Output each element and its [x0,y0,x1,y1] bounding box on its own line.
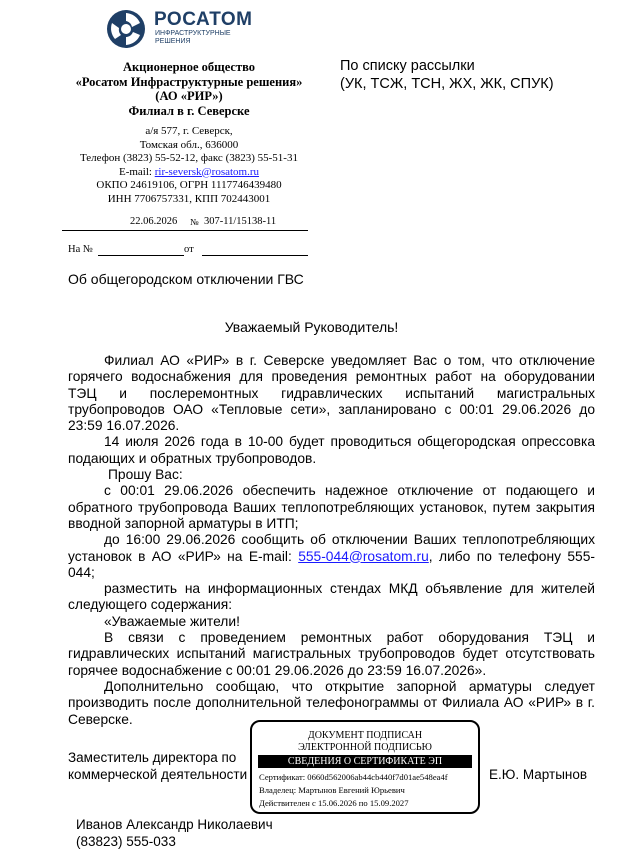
stamp-certificate: Сертификат: 0660d562006ab44cb440f7d01ae548ea4f [259,772,448,782]
paragraph: до 16:00 29.06.2026 сообщить об отключении Ваших теплопотребляющих установок в АО «РИР» на E-mail: 555-044@rosatom.ru, либо по телефону 555-044; [68,532,595,580]
organization-address: а/я 577, г. Северск, Томская обл., 636000 Телефон (3823) 55-52-12, факс (3823) 55-51-31 E-mail: rir-seversk@rosatom.ru ОКПО 24619106, ОГРН 1117746439480 ИНН 7706757331, КПП 702443001 [80,125,298,205]
paragraph: В связи с проведением ремонтных работ оборудования ТЭЦ и гидравлических испытаний магистральных трубопроводов будет отсутствовать горячее водоснабжение с 00:01 29.06.2026 до 23:59 16.07.2026». [68,630,595,678]
executor-name: Иванов Александр Николаевич [76,817,273,832]
executor-phone: (83823) 555-033 [76,834,176,849]
electronic-signature-stamp [250,720,480,814]
organization-name: Акционерное общество «Росатом Инфраструктурные решения» (АО «РИР») Филиал в г. Северске [75,60,303,118]
stamp-validity: Действителен с 15.06.2026 по 15.09.2027 [259,798,409,808]
stamp-owner: Владелец: Мартынов Евгений Юрьевич [259,785,405,795]
paragraph: с 00:01 29.06.2026 обеспечить надежное отключение от подающего и обратного трубопровода Ваших теплопотребляющих установок, путем закрытия вводной запорной арматуры в ИТП; [68,483,595,531]
greeting: Уважаемый Руководитель! [224,319,399,335]
brand-subtitle: ИНФРАСТРУКТУРНЫЕ РЕШЕНИЯ [155,30,231,45]
number-sign: № [190,217,199,227]
brand-name: РОСАТОМ [154,9,253,30]
org-email-link[interactable]: rir-seversk@rosatom.ru [154,165,260,178]
letter-subject: Об общегородском отключении ГВС [68,271,304,287]
letter-body [68,353,595,728]
reference-number-line [68,244,308,258]
rosatom-logo-icon [106,9,146,49]
signatory-position: Заместитель директора по коммерческой деятельности [68,750,248,782]
outgoing-number-line [62,216,308,231]
letter-number: 307-11/15138-11 [204,216,277,227]
ot-blank [202,255,308,256]
paragraph: Прошу Вас: [108,467,183,483]
executor [76,816,273,850]
letter-date: 22.06.2026 [130,216,178,227]
paragraph: Филиал АО «РИР» в г. Северске уведомляет Вас о том, что отключение горячего водоснабжения для проведения ремонтных работ на оборудовании ТЭЦ и послеремонтных гидравлических испытаний магистральных трубопроводов ОАО «Тепловые сети», запланировано с 00:01 29.06.2026 до 23:59 16.07.2026. [68,353,595,434]
paragraph: «Уважаемые жители! [104,613,240,629]
recipient: По списку рассылки (УК, ТСЖ, ТСН, ЖХ, ЖК, СПУК) [340,58,554,92]
paragraph: разместить на информационных стендах МКД объявление для жителей следующего содержания: [68,581,595,613]
na-label: На № [68,244,93,255]
reply-email-link[interactable]: 555-044@rosatom.ru [298,548,429,564]
signatory-name: Е.Ю. Мартынов [489,767,588,782]
stamp-certificate-header: СВЕДЕНИЯ О СЕРТИФИКАТЕ ЭП [258,755,472,768]
paragraph: 14 июля 2026 года в 10-00 будет проводиться общегородская опрессовка подающих и обратных трубопроводов. [68,434,595,466]
stamp-subtitle: ЭЛЕКТРОННОЙ ПОДПИСЬЮ [298,742,432,753]
paragraph: Дополнительно сообщаю, что открытие запорной арматуры следует производить после дополнительной телефонограммы от Филиала АО «РИР» в г. Северске. [68,678,595,727]
stamp-title: ДОКУМЕНТ ПОДПИСАН [307,730,423,741]
ot-label: от [184,244,194,255]
na-blank [98,255,184,256]
